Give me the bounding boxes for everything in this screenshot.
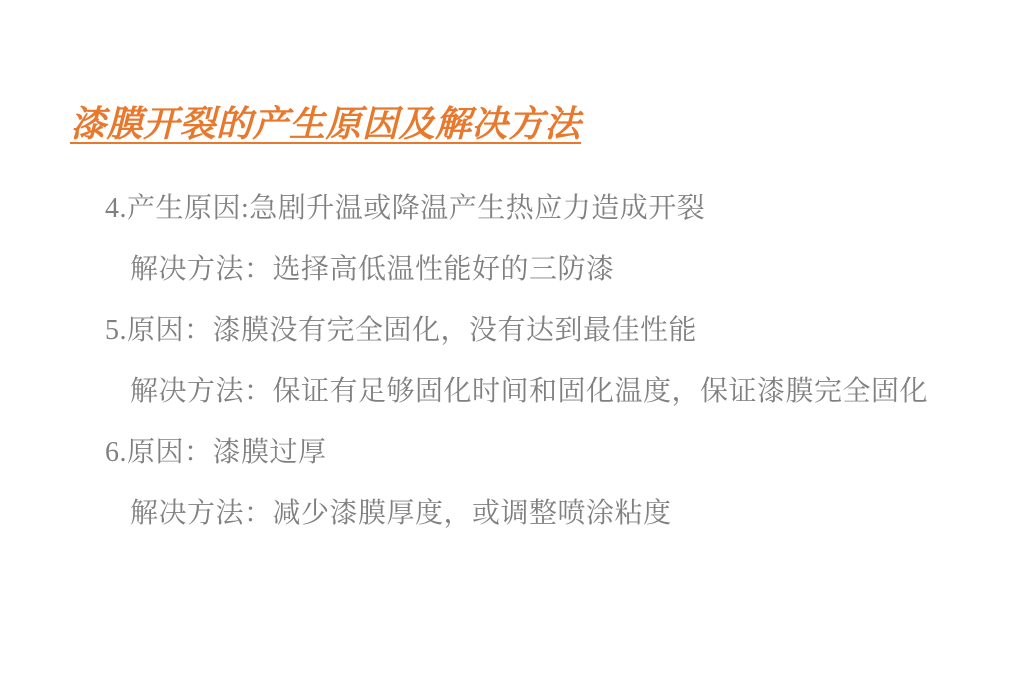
body-line-cause-4: 4.产生原因:急剧升温或降温产生热应力造成开裂 <box>105 193 706 224</box>
slide-body <box>105 178 985 544</box>
body-line-solution-5: 解决方法：保证有足够固化时间和固化温度，保证漆膜完全固化 <box>130 376 929 407</box>
slide-title: 漆膜开裂的产生原因及解决方法 <box>70 104 582 144</box>
body-line-cause-5: 5.原因：漆膜没有完全固化，没有达到最佳性能 <box>105 315 698 346</box>
body-line-solution-4: 解决方法：选择高低温性能好的三防漆 <box>130 254 615 285</box>
body-line-cause-6: 6.原因：漆膜过厚 <box>105 437 327 468</box>
body-line-solution-6: 解决方法：减少漆膜厚度，或调整喷涂粘度 <box>130 498 672 529</box>
